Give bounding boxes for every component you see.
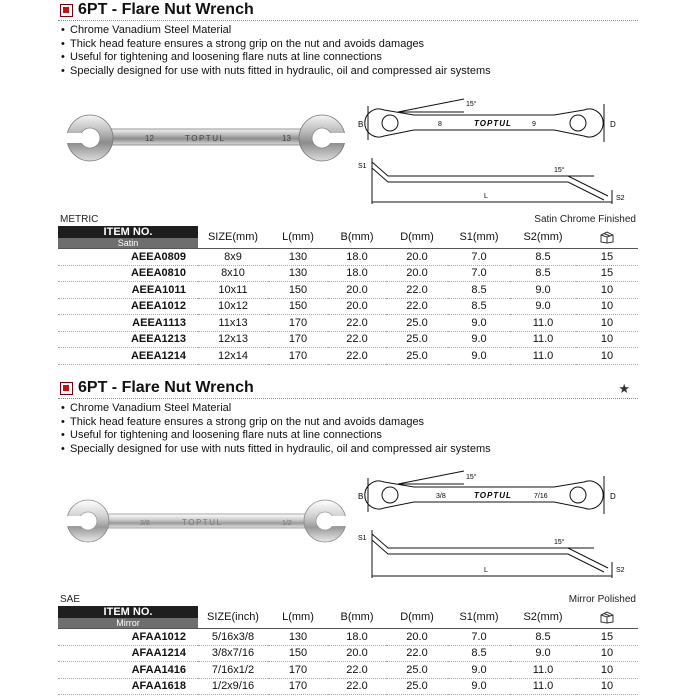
table-cell: 20.0 — [386, 629, 448, 646]
photo-brand: TOPTUL — [185, 134, 226, 143]
item-number-cell: AEEA1213 — [58, 331, 198, 348]
column-header: S2(mm) — [510, 226, 576, 249]
table-row — [58, 249, 638, 266]
table-cell: 130 — [268, 629, 328, 646]
column-header: B(mm) — [328, 226, 386, 249]
item-number-cell: AEEA1214 — [58, 348, 198, 365]
table-cell: 9.0 — [510, 282, 576, 299]
table-cell: 8x9 — [198, 249, 268, 266]
table-cell: 3/8x7/16 — [198, 645, 268, 662]
photo-size-right: 13 — [282, 134, 291, 143]
section-title-row — [58, 0, 638, 22]
table-cell: 22.0 — [328, 348, 386, 365]
table-cell: 10 — [576, 282, 638, 299]
table-cell: 130 — [268, 249, 328, 266]
item-number-cell: AFAA1416 — [58, 662, 198, 679]
feature-item: • Useful for tightening and loosening flare nuts at line connections — [58, 51, 638, 65]
item-number-cell: AFAA1618 — [58, 678, 198, 695]
table-cell: 15 — [576, 629, 638, 646]
table-cell: 10x12 — [198, 298, 268, 315]
dim-s2-label: S2 — [616, 195, 625, 202]
table-cell: 22.0 — [328, 662, 386, 679]
dim-d-label: D — [610, 492, 616, 501]
box-pack-icon — [599, 610, 615, 624]
table-cell: 10 — [576, 348, 638, 365]
photo-size-right: 1/2 — [282, 520, 292, 527]
column-header: D(mm) — [386, 606, 448, 629]
title-divider — [58, 20, 638, 21]
feature-item: • Specially designed for use with nuts fitted in hydraulic, oil and compressed air systems — [58, 443, 638, 457]
table-cell: 22.0 — [328, 678, 386, 695]
item-no-header: ITEM NO. Satin — [58, 226, 198, 249]
table-cell: 11.0 — [510, 662, 576, 679]
column-header: S1(mm) — [448, 606, 510, 629]
feature-item: • Useful for tightening and loosening flare nuts at line connections — [58, 429, 638, 443]
table-cell: 11x13 — [198, 315, 268, 332]
table-cell: 15 — [576, 265, 638, 282]
table-row — [58, 282, 638, 299]
table-cell: 25.0 — [386, 348, 448, 365]
dim-s1-label: S1 — [358, 535, 367, 542]
column-header: SIZE(inch) — [198, 606, 268, 629]
table-row — [58, 298, 638, 315]
wrench-photo — [60, 112, 350, 168]
table-cell: 20.0 — [386, 265, 448, 282]
table-header-row — [58, 606, 638, 629]
table-cell: 18.0 — [328, 249, 386, 266]
table-cell: 25.0 — [386, 331, 448, 348]
dim-l-label: L — [484, 193, 488, 200]
table-cell: 10 — [576, 331, 638, 348]
column-header: L(mm) — [268, 226, 328, 249]
diagram-brand: TOPTUL — [474, 491, 512, 500]
table-cell: 15 — [576, 249, 638, 266]
table-cell: 20.0 — [328, 298, 386, 315]
table-cell: 12x13 — [198, 331, 268, 348]
dim-b-label: B — [358, 492, 364, 501]
column-header: S1(mm) — [448, 226, 510, 249]
table-cell: 7/16x1/2 — [198, 662, 268, 679]
photo-size-left: 3/8 — [140, 520, 150, 527]
table-cell: 9.0 — [448, 315, 510, 332]
item-number-cell: AFAA1012 — [58, 629, 198, 646]
table-cell: 8.5 — [448, 645, 510, 662]
column-header: L(mm) — [268, 606, 328, 629]
pack-quantity-header — [576, 606, 638, 629]
wrench-photo — [60, 498, 350, 548]
table-row — [58, 315, 638, 332]
table-cell: 5/16x3/8 — [198, 629, 268, 646]
table-cell: 7.0 — [448, 249, 510, 266]
table-cell: 9.0 — [448, 662, 510, 679]
table-meta — [58, 214, 638, 226]
title-divider — [58, 398, 638, 399]
box-pack-icon — [599, 230, 615, 244]
angle-label: 15° — [466, 101, 477, 108]
table-cell: 18.0 — [328, 629, 386, 646]
table-cell: 20.0 — [386, 249, 448, 266]
table-cell: 7.0 — [448, 265, 510, 282]
finish-label: Mirror Polished — [568, 594, 636, 605]
table-cell: 9.0 — [510, 645, 576, 662]
table-cell: 25.0 — [386, 662, 448, 679]
table-row — [58, 645, 638, 662]
table-row — [58, 662, 638, 679]
section-title-row — [58, 378, 638, 400]
table-cell: 10 — [576, 298, 638, 315]
table-cell: 170 — [268, 678, 328, 695]
diagram-size-left: 8 — [438, 121, 442, 128]
table-cell: 150 — [268, 298, 328, 315]
table-cell: 150 — [268, 282, 328, 299]
table-cell: 11.0 — [510, 315, 576, 332]
table-cell: 11.0 — [510, 678, 576, 695]
table-cell: 10x11 — [198, 282, 268, 299]
column-header: B(mm) — [328, 606, 386, 629]
red-square-bullet-icon — [60, 382, 73, 395]
table-cell: 12x14 — [198, 348, 268, 365]
dim-s2-label: S2 — [616, 567, 625, 574]
table-cell: 22.0 — [328, 315, 386, 332]
technical-diagram — [354, 92, 638, 210]
feature-list — [58, 402, 638, 456]
table-cell: 9.0 — [448, 678, 510, 695]
table-row — [58, 265, 638, 282]
table-row — [58, 678, 638, 695]
column-header: D(mm) — [386, 226, 448, 249]
unit-label: METRIC — [60, 214, 99, 225]
table-cell: 11.0 — [510, 331, 576, 348]
table-cell: 170 — [268, 331, 328, 348]
table-row — [58, 629, 638, 646]
diagram-size-right: 7/16 — [534, 493, 548, 500]
table-cell: 170 — [268, 315, 328, 332]
table-cell: 7.0 — [448, 629, 510, 646]
table-cell: 10 — [576, 645, 638, 662]
section-title: 6PT - Flare Nut Wrench — [78, 1, 254, 18]
dim-s1-label: S1 — [358, 163, 367, 170]
table-cell: 9.0 — [510, 298, 576, 315]
dim-d-label: D — [610, 120, 616, 129]
feature-list — [58, 24, 638, 78]
item-number-cell: AEEA0810 — [58, 265, 198, 282]
table-meta — [58, 594, 638, 606]
table-cell: 8x10 — [198, 265, 268, 282]
table-cell: 1/2x9/16 — [198, 678, 268, 695]
angle-label: 15° — [554, 539, 565, 546]
item-number-cell: AEEA0809 — [58, 249, 198, 266]
section-metric — [58, 0, 638, 362]
feature-item: • Chrome Vanadium Steel Material — [58, 24, 638, 38]
angle-label: 15° — [554, 167, 565, 174]
table-cell: 170 — [268, 662, 328, 679]
table-cell: 8.5 — [448, 298, 510, 315]
star-icon: ★ — [618, 381, 630, 396]
table-cell: 130 — [268, 265, 328, 282]
table-cell: 20.0 — [328, 645, 386, 662]
feature-item: • Thick head feature ensures a strong grip on the nut and avoids damages — [58, 38, 638, 52]
dim-l-label: L — [484, 567, 488, 574]
table-cell: 8.5 — [510, 629, 576, 646]
table-cell: 10 — [576, 678, 638, 695]
pack-quantity-header — [576, 226, 638, 249]
table-cell: 18.0 — [328, 265, 386, 282]
table-cell: 9.0 — [448, 348, 510, 365]
unit-label: SAE — [60, 594, 81, 605]
feature-item: • Chrome Vanadium Steel Material — [58, 402, 638, 416]
column-header: SIZE(mm) — [198, 226, 268, 249]
dim-b-label: B — [358, 120, 364, 129]
table-cell: 25.0 — [386, 678, 448, 695]
finish-label: Satin Chrome Finished — [534, 214, 636, 225]
table-cell: 9.0 — [448, 331, 510, 348]
feature-item: • Specially designed for use with nuts fitted in hydraulic, oil and compressed air systems — [58, 65, 638, 79]
item-number-cell: AFAA1214 — [58, 645, 198, 662]
angle-label: 15° — [466, 474, 477, 481]
item-number-cell: AEEA1113 — [58, 315, 198, 332]
item-number-cell: AEEA1012 — [58, 298, 198, 315]
photo-brand: TOPTUL — [182, 518, 223, 527]
section-sae — [58, 378, 638, 693]
table-cell: 8.5 — [510, 249, 576, 266]
spec-table — [58, 226, 638, 365]
table-cell: 170 — [268, 348, 328, 365]
table-cell: 25.0 — [386, 315, 448, 332]
feature-item: • Thick head feature ensures a strong grip on the nut and avoids damages — [58, 416, 638, 430]
photo-size-left: 12 — [145, 134, 154, 143]
table-cell: 11.0 — [510, 348, 576, 365]
table-cell: 150 — [268, 645, 328, 662]
column-header: S2(mm) — [510, 606, 576, 629]
table-cell: 8.5 — [510, 265, 576, 282]
table-body — [58, 629, 638, 695]
table-cell: 10 — [576, 315, 638, 332]
table-cell: 10 — [576, 662, 638, 679]
technical-diagram — [354, 470, 638, 588]
section-title: 6PT - Flare Nut Wrench — [78, 379, 254, 396]
table-header-row — [58, 226, 638, 249]
table-row — [58, 348, 638, 365]
item-no-header: ITEM NO. Mirror — [58, 606, 198, 629]
diagram-size-right: 9 — [532, 121, 536, 128]
spec-table — [58, 606, 638, 695]
table-cell: 20.0 — [328, 282, 386, 299]
diagram-size-left: 3/8 — [436, 493, 446, 500]
table-row — [58, 331, 638, 348]
table-cell: 22.0 — [386, 645, 448, 662]
red-square-bullet-icon — [60, 4, 73, 17]
diagram-brand: TOPTUL — [474, 119, 512, 128]
table-cell: 22.0 — [328, 331, 386, 348]
table-body — [58, 249, 638, 365]
item-number-cell: AEEA1011 — [58, 282, 198, 299]
table-cell: 22.0 — [386, 298, 448, 315]
table-cell: 8.5 — [448, 282, 510, 299]
table-cell: 22.0 — [386, 282, 448, 299]
